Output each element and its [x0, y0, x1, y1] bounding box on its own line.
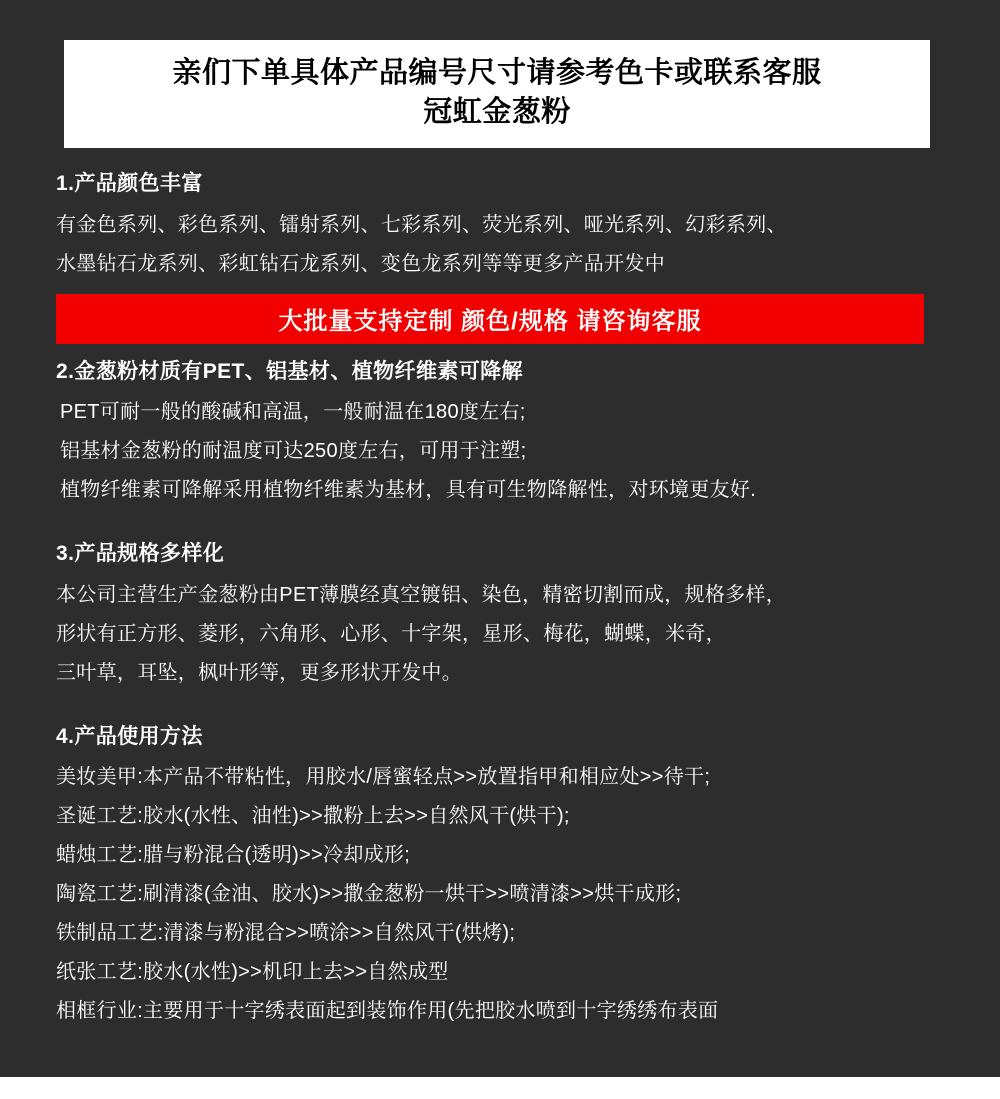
section-line: 形状有正方形、菱形，六角形、心形、十字架，星形、梅花，蝴蝶，米奇，: [56, 622, 726, 645]
section-heading: 1.产品颜色丰富: [56, 172, 203, 195]
section-line: 纸张工艺:胶水(水性)>>机印上去>>自然成型: [56, 961, 449, 983]
body-content: [56, 168, 956, 1041]
section-line: 圣诞工艺:胶水(水性、油性)>>撒粉上去>>自然风干(烘干);: [56, 805, 570, 827]
section-line: 水墨钻石龙系列、彩虹钻石龙系列、变色龙系列等等更多产品开发中: [56, 252, 665, 275]
section-line: 三叶草，耳坠，枫叶形等，更多形状开发中。: [56, 661, 462, 684]
section-heading: 4.产品使用方法: [56, 724, 203, 748]
section-line: 蜡烛工艺:腊与粉混合(透明)>>冷却成形;: [56, 844, 411, 866]
section-line: 铝基材金葱粉的耐温度可达250度左右，可用于注塑;: [60, 440, 527, 462]
section-line: PET可耐一般的酸碱和高温，一般耐温在180度左右;: [60, 401, 526, 423]
section-line: 陶瓷工艺:刷清漆(金油、胶水)>>撒金葱粉一烘干>>喷清漆>>烘干成形;: [56, 883, 682, 905]
header-banner: [64, 40, 930, 148]
banner-title-line-2: 冠虹金葱粉: [423, 95, 571, 128]
section-line: 铁制品工艺:清漆与粉混合>>喷涂>>自然风干(烘烤);: [56, 922, 516, 944]
promo-banner: 大批量支持定制 颜色/规格 请咨询客服: [56, 294, 924, 344]
section-material: [56, 356, 956, 511]
section-specifications: [56, 538, 956, 693]
section-heading: 2.金葱粉材质有PET、铝基材、植物纤维素可降解: [56, 359, 523, 383]
left-margin: [0, 0, 12, 1099]
banner-title-line-1: 亲们下单具体产品编号尺寸请参考色卡或联系客服: [172, 57, 822, 89]
section-line: 有金色系列、彩色系列、镭射系列、七彩系列、荧光系列、哑光系列、幻彩系列、: [56, 213, 787, 236]
section-line: 本公司主营生产金葱粉由PET薄膜经真空镀铝、染色，精密切割而成，规格多样，: [56, 583, 786, 606]
section-product-colors: [56, 168, 956, 284]
section-line: 植物纤维素可降解采用植物纤维素为基材，具有可生物降解性，对环境更友好.: [60, 479, 757, 501]
section-line: 美妆美甲:本产品不带粘性，用胶水/唇蜜轻点>>放置指甲和相应处>>待干;: [56, 766, 711, 788]
section-line: 相框行业:主要用于十字绣表面起到装饰作用(先把胶水喷到十字绣绣布表面: [56, 1000, 719, 1022]
section-usage: [56, 721, 956, 1032]
section-heading: 3.产品规格多样化: [56, 542, 225, 565]
bottom-white-strip: [0, 1077, 1000, 1099]
right-margin: [988, 0, 1000, 1099]
